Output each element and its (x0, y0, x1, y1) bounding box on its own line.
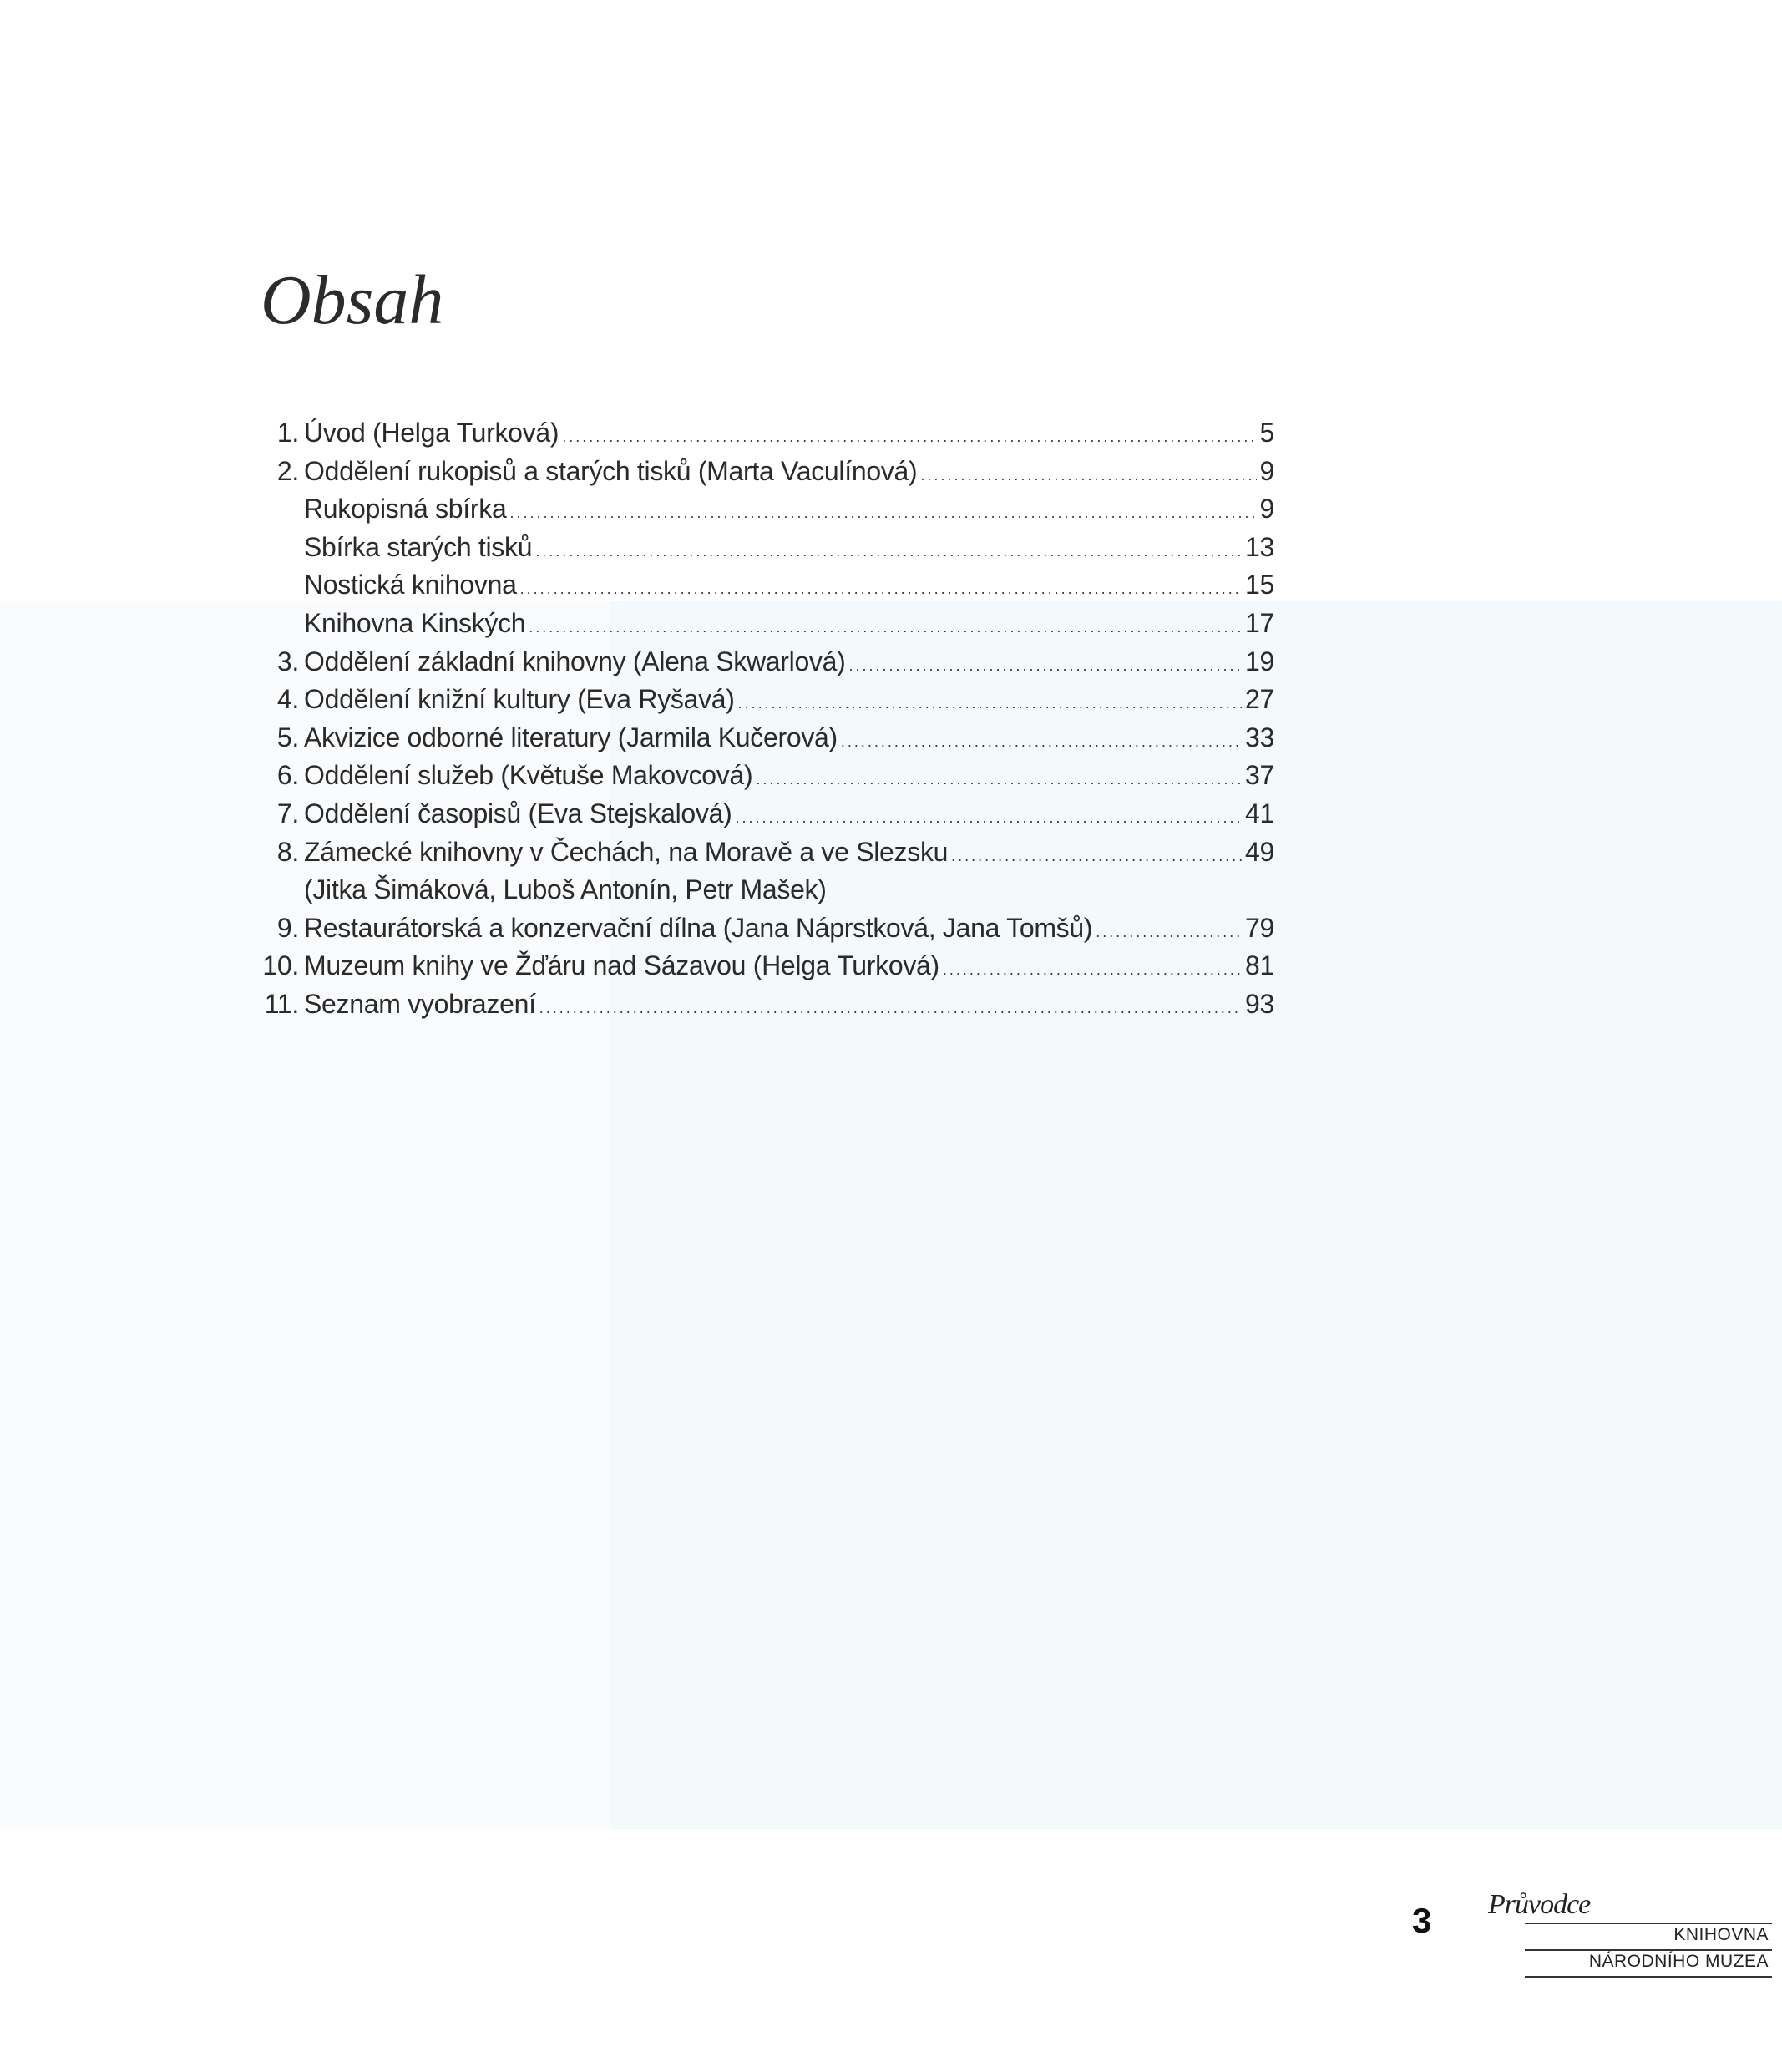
toc-entry-number: 1. (276, 418, 299, 448)
toc-entry-number: 11. (264, 988, 299, 1019)
toc-entry-page: 5 (1259, 418, 1274, 448)
toc-entry-page: 15 (1245, 570, 1274, 600)
toc-entry-page: 37 (1245, 760, 1274, 791)
toc-entry-leader-dots (849, 647, 1243, 686)
toc-entry (251, 719, 1274, 757)
toc-entry (251, 490, 1274, 529)
toc-entry-leader-dots (943, 951, 1242, 990)
toc-entry-leader-dots (1096, 914, 1242, 952)
toc-entry-title: Sbírka starých tisků (304, 531, 533, 562)
page-title: Obsah (261, 261, 444, 339)
toc-entry-title: Rukopisná sbírka (304, 494, 507, 524)
toc-entry (251, 453, 1274, 491)
toc-entry-leader-dots (529, 609, 1242, 647)
brand-rule-top (1525, 1923, 1772, 1924)
toc-entry-title: Oddělení rukopisů a starých tisků (Marta Vaculínová) (304, 455, 918, 486)
toc-entry-title: Oddělení časopisů (Eva Stejskalová) (304, 798, 732, 828)
toc-entry (251, 529, 1274, 567)
toc-entry-leader-dots (920, 457, 1256, 495)
toc-entry-title: Úvod (Helga Turková) (304, 418, 559, 448)
toc-entry-number: 9. (276, 912, 299, 943)
toc-entry-title: Muzeum knihy ve Žďáru nad Sázavou (Helga Turková) (304, 950, 939, 981)
toc-entry-number: 5. (276, 722, 299, 752)
toc-entry (251, 833, 1274, 872)
toc-entry (251, 985, 1274, 1024)
toc-entry (251, 681, 1274, 719)
brand-rule-bottom (1525, 1976, 1772, 1978)
toc-entry-page: 49 (1245, 836, 1274, 867)
toc-entry-number: 8. (276, 836, 299, 867)
toc-entry-page: 27 (1245, 684, 1274, 715)
toc-entry-title: Nostická knihovna (304, 570, 517, 600)
toc-entry-page: 9 (1259, 494, 1274, 524)
toc-entry (251, 414, 1274, 453)
brand-rule-middle (1525, 1949, 1772, 1951)
toc-entry-title: Seznam vyobrazení (304, 988, 536, 1019)
toc-entry-page: 79 (1245, 912, 1274, 943)
toc-entry-page: 13 (1245, 531, 1274, 562)
toc-entry (251, 795, 1274, 833)
toc-entry-leader-dots (539, 990, 1242, 1028)
toc-entry-number: 7. (276, 798, 299, 828)
toc-entry (251, 909, 1274, 948)
toc-entry-number: 2. (276, 455, 299, 486)
toc-entry-title: Oddělení základní knihovny (Alena Skwarlová) (304, 646, 846, 676)
toc-entry-leader-dots (735, 799, 1242, 838)
toc-entry-leader-dots (951, 838, 1242, 876)
toc-entry-page: 9 (1259, 455, 1274, 486)
toc-entry-page: 33 (1245, 722, 1274, 752)
toc-entry-number: 10. (262, 950, 299, 981)
toc-entry-title: (Jitka Šimáková, Luboš Antonín, Petr Mašek) (304, 874, 827, 905)
toc-entry-page: 19 (1245, 646, 1274, 676)
toc-entry-leader-dots (841, 723, 1242, 762)
toc-entry-page: 81 (1245, 950, 1274, 981)
toc-entry-title: Akvizice odborné literatury (Jarmila Kučerová) (304, 722, 838, 752)
toc-entry (251, 566, 1274, 605)
toc-entry (251, 643, 1274, 681)
toc-entry (251, 871, 1274, 909)
toc-entry (251, 947, 1274, 985)
toc-entry-number: 6. (276, 760, 299, 791)
brand-guide-label: Průvodce (1488, 1889, 1591, 1920)
table-of-contents (251, 414, 1274, 1024)
toc-entry-number: 4. (276, 684, 299, 715)
brand-line-narodniho-muzea: NÁRODNÍHO MUZEA (1588, 1952, 1769, 1971)
toc-entry-page: 93 (1245, 988, 1274, 1019)
toc-entry (251, 605, 1274, 643)
toc-entry-title: Oddělení knižní kultury (Eva Ryšavá) (304, 684, 735, 715)
toc-entry-number: 3. (276, 646, 299, 676)
brand-line-knihovna: KNIHOVNA (1673, 1925, 1769, 1944)
toc-entry-title: Knihovna Kinských (304, 607, 526, 638)
toc-entry-leader-dots (738, 685, 1242, 723)
toc-entry-title: Zámecké knihovny v Čechách, na Moravě a ve Slezsku (304, 836, 949, 867)
toc-entry-leader-dots (520, 570, 1242, 609)
toc-entry-leader-dots (562, 418, 1256, 457)
toc-entry (251, 757, 1274, 795)
toc-entry-leader-dots (509, 494, 1256, 533)
toc-entry-leader-dots (756, 761, 1242, 799)
toc-entry-title: Oddělení služeb (Květuše Makovcová) (304, 760, 753, 791)
toc-entry-page: 41 (1245, 798, 1274, 828)
toc-entry-leader-dots (535, 533, 1242, 571)
toc-entry-page: 17 (1245, 607, 1274, 638)
toc-entry-title: Restaurátorská a konzervační dílna (Jana Náprstková, Jana Tomšů) (304, 912, 1093, 943)
page-number: 3 (1412, 1901, 1432, 1940)
